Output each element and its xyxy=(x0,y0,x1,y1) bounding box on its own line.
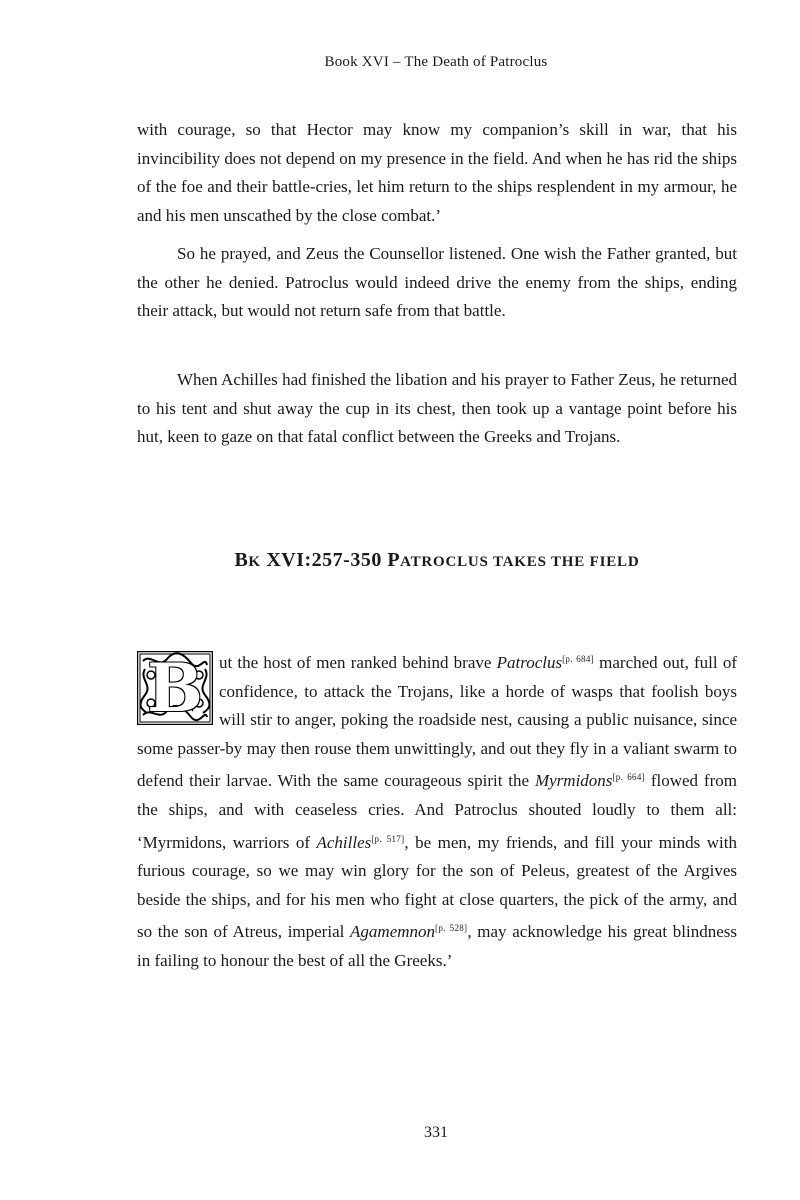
text-run: marched out, full of confidence, to attack the Trojans, like a horde of wasps that foolish boys will stir to anger, poking the roadside nest, causing a public nuisance, since some passer-by may then rouse them unwittingly, and out they fly in a valiant swarm to defend their larvae. With the same courageous spirit the xyxy=(137,653,737,791)
heading-cap-b: B xyxy=(234,549,249,571)
page-ref-patroclus[interactable]: [p. 684] xyxy=(562,654,594,664)
glossary-link-myrmidons[interactable]: Myrmidons xyxy=(534,771,613,791)
glossary-link-patroclus[interactable]: Patroclus xyxy=(496,653,563,672)
heading-small-k: K xyxy=(248,554,261,570)
glossary-link-achilles[interactable]: Achilles xyxy=(316,832,372,852)
page-ref-achilles[interactable]: [p. 517] xyxy=(371,833,405,844)
glossary-link-agamemnon[interactable]: Agamemnon xyxy=(350,922,436,942)
paragraph-continuation: with courage, so that Hector may know my companion’s skill in war, that his invincibility does not depend on my presence in the field. And when he has rid the ships of the foe and their battle-cries, let him return to the ships resplendent in my armour, he and his men unscathed by the close combat.’ xyxy=(137,120,737,225)
heading-book-range: XVI:257-350 P xyxy=(260,549,401,571)
paragraph-zeus-prayer: So he prayed, and Zeus the Counsellor listened. One wish the Father granted, but the other he denied. Patroclus would indeed drive the enemy from the ships, ending their attack, but would not return safe from that battle. xyxy=(137,244,737,321)
section-heading xyxy=(0,549,800,572)
paragraph-patroclus-field xyxy=(137,645,737,976)
text-run: ut the host of men ranked behind brave xyxy=(219,653,497,672)
text-run: flowed from the ships, and with ceaseless cries. And Patroclus shouted loudly to them all: ‘Myrmidons, warriors of xyxy=(137,771,737,852)
dropcap-letter: B xyxy=(147,649,203,727)
page-ref-agamemnon[interactable]: [p. 528] xyxy=(435,923,468,934)
page-number: 331 xyxy=(424,1124,448,1141)
text-run: , be men, my friends, and fill your minds with furious courage, so we may win glory for the son of Peleus, greatest of the Argives beside the ships, and for his men who fight at close quarters, the pick of the army, and so the son of Atreus, imperial xyxy=(137,832,737,942)
paragraph-achilles-libation: When Achilles had finished the libation and his prayer to Father Zeus, he returned to his tent and shut away the cup in its chest, then took up a vantage point before his hut, keen to gaze on that fatal conflict between the Greeks and Trojans. xyxy=(137,370,737,447)
running-header: Book XVI – The Death of Patroclus xyxy=(324,54,548,70)
ornamental-dropcap xyxy=(137,651,213,725)
text-run: , may acknowledge his great blindness in failing to honour the best of all the Greeks.’ xyxy=(137,922,737,970)
heading-title-rest: ATROCLUS TAKES THE FIELD xyxy=(400,554,640,570)
page-ref-myrmidons[interactable]: [p. 664] xyxy=(612,772,645,783)
